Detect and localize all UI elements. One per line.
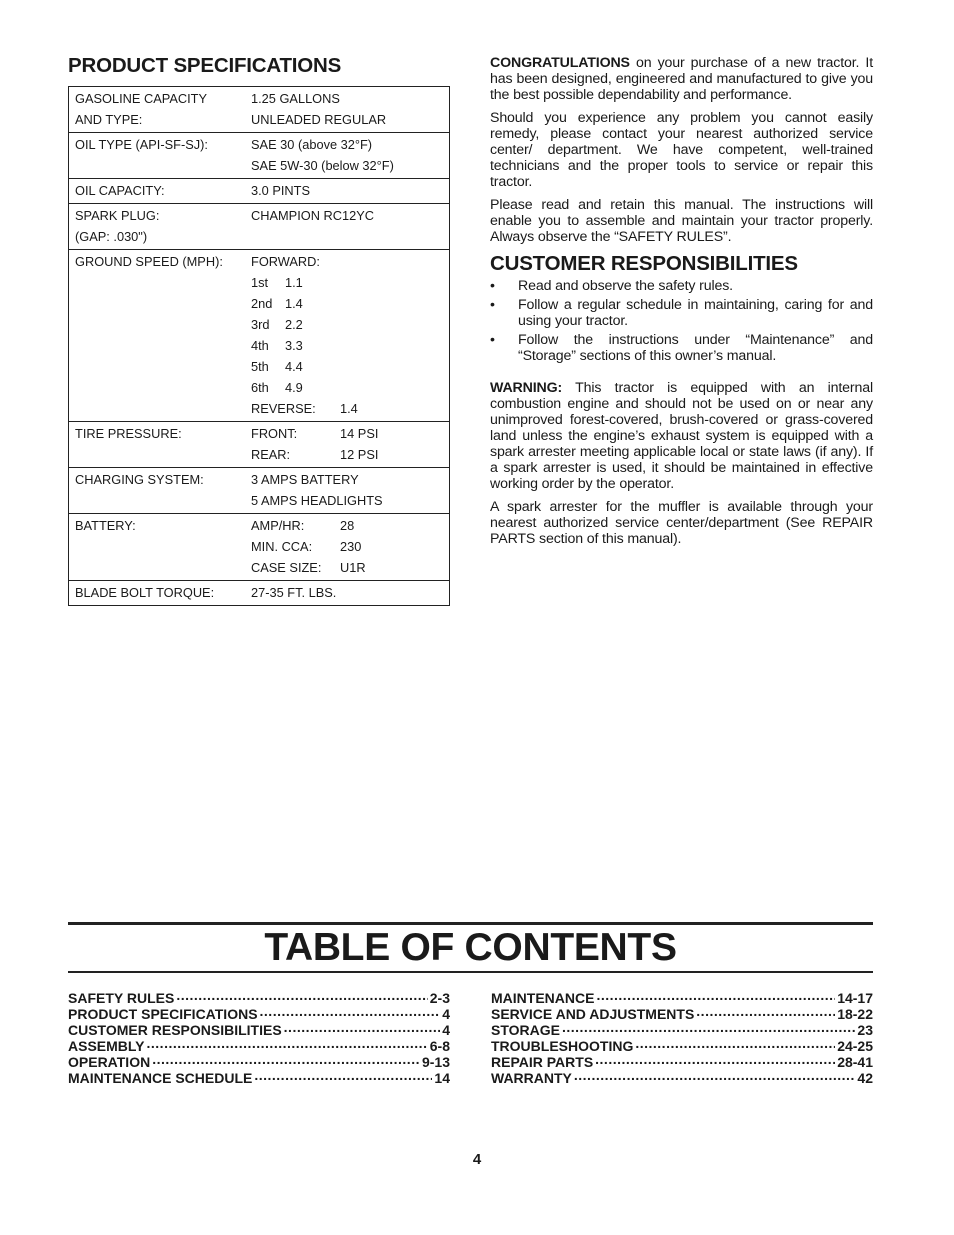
- spec-value: [251, 536, 361, 557]
- spec-value: SAE 30 (above 32°F): [251, 137, 373, 152]
- spec-line: [69, 582, 449, 603]
- bullet-dot: •: [490, 332, 495, 348]
- spec-value: [251, 515, 354, 536]
- spec-value: CHAMPION RC12YC: [251, 208, 375, 223]
- toc-entry: [68, 1019, 450, 1038]
- spec-value-number: 1.1: [285, 275, 303, 290]
- toc-entry-page: 14-17: [837, 990, 873, 1006]
- spec-value: 3.0 PINTS: [251, 183, 311, 198]
- spec-label: CHARGING SYSTEM:: [75, 472, 204, 487]
- spec-label: [69, 490, 251, 511]
- toc-entry-page: 9-13: [421, 1054, 450, 1070]
- spec-value: [251, 557, 366, 578]
- toc-entry: [68, 1051, 450, 1070]
- toc-entry: [68, 1003, 450, 1022]
- spec-label: [69, 293, 251, 314]
- spec-line: [69, 469, 449, 490]
- toc-entry-page: 42: [857, 1070, 873, 1086]
- spec-label: GROUND SPEED (MPH):: [75, 254, 223, 269]
- toc-entry: [68, 1067, 450, 1086]
- spec-label: [69, 377, 251, 398]
- toc-leader-dots: [635, 1035, 835, 1051]
- spec-label: [69, 557, 251, 578]
- spec-line: [69, 293, 449, 314]
- spec-value: SAE 5W-30 (below 32°F): [251, 158, 394, 173]
- spec-line: [69, 356, 449, 377]
- toc-entry-label: PRODUCT SPECIFICATIONS: [68, 1006, 258, 1022]
- customer-responsibilities-title: CUSTOMER RESPONSIBILITIES: [490, 252, 798, 275]
- warning-label: WARNING:: [490, 380, 563, 396]
- spec-value-number: 4.9: [285, 380, 303, 395]
- spec-group: [69, 421, 449, 467]
- toc-column-right: [491, 987, 873, 1086]
- spec-value: [251, 377, 303, 398]
- spec-label: [69, 444, 251, 465]
- service-paragraph: Should you experience any problem you cannot easily remedy, please contact your nearest authorized service center/ department. We have competent, well-trained technicians and the proper tools to service or repair this tractor.: [490, 110, 873, 190]
- spark-arrester-paragraph: A spark arrester for the muffler is available through your nearest authorized service center/department (See REPAIR PARTS section of this manual).: [490, 499, 873, 547]
- spec-label: OIL TYPE (API-SF-SJ):: [75, 137, 208, 152]
- customer-responsibility-item: [490, 332, 873, 364]
- spec-value-key: 1st: [251, 275, 269, 290]
- spec-value: [251, 314, 303, 335]
- spec-value-number: 2.2: [285, 317, 303, 332]
- spec-value-number: 14 PSI: [340, 426, 379, 441]
- toc-leader-dots: [147, 1035, 428, 1051]
- toc-entry: [491, 987, 873, 1006]
- toc-entry-label: ASSEMBLY: [68, 1038, 145, 1054]
- spec-label: OIL CAPACITY:: [75, 183, 165, 198]
- spec-line: [69, 88, 449, 109]
- spec-label: [69, 272, 251, 293]
- spec-value-number: 1.4: [285, 296, 303, 311]
- bullet-text: Read and observe the safety rules.: [518, 278, 733, 294]
- toc-entry: [491, 1051, 873, 1070]
- specifications-table: [68, 86, 450, 606]
- intro-column: [490, 55, 873, 554]
- spec-value-number: U1R: [340, 560, 366, 575]
- spec-group: [69, 467, 449, 513]
- spec-line: [69, 444, 449, 465]
- spec-line: [69, 155, 449, 176]
- spec-line: [69, 226, 449, 247]
- spec-value-number: 230: [340, 539, 362, 554]
- spec-label: BATTERY:: [75, 518, 136, 533]
- toc-title: TABLE OF CONTENTS: [264, 926, 677, 969]
- spec-label: SPARK PLUG:: [75, 208, 160, 223]
- bullet-dot: •: [490, 297, 495, 313]
- spec-value-key: 5th: [251, 359, 269, 374]
- spec-label: [69, 398, 251, 419]
- toc-entry-label: STORAGE: [491, 1022, 560, 1038]
- toc-entry-label: CUSTOMER RESPONSIBILITIES: [68, 1022, 282, 1038]
- spec-line: [69, 515, 449, 536]
- spec-line: [69, 134, 449, 155]
- warning-paragraph: [490, 380, 873, 492]
- spec-group: [69, 132, 449, 178]
- spec-line: [69, 180, 449, 201]
- spec-value: 27-35 FT. LBS.: [251, 585, 337, 600]
- toc-entry-page: 28-41: [837, 1054, 873, 1070]
- spec-value-key: MIN. CCA:: [251, 539, 313, 554]
- spec-value-key: 6th: [251, 380, 269, 395]
- toc-entry: [68, 987, 450, 1006]
- toc-entry-page: 6-8: [429, 1038, 450, 1054]
- spec-value-key: CASE SIZE:: [251, 560, 322, 575]
- toc-entry-page: 4: [442, 1006, 450, 1022]
- toc-entry: [491, 1003, 873, 1022]
- spec-line: [69, 557, 449, 578]
- manual-paragraph: Please read and retain this manual. The instructions will enable you to assemble and maintain your tractor properly. Always observe the “SAFETY RULES”.: [490, 197, 873, 245]
- spec-value: [251, 356, 303, 377]
- toc-leader-dots: [596, 987, 835, 1003]
- spec-label: BLADE BOLT TORQUE:: [75, 585, 215, 600]
- spec-value-number: 3.3: [285, 338, 303, 353]
- spec-value-key: AMP/HR:: [251, 518, 305, 533]
- toc-bottom-rule: [68, 971, 873, 973]
- spec-label: [69, 335, 251, 356]
- spec-group: [69, 203, 449, 249]
- spec-label: [69, 314, 251, 335]
- spec-value: 1.25 GALLONS: [251, 91, 340, 106]
- toc-entry-label: WARRANTY: [491, 1070, 572, 1086]
- spec-label: TIRE PRESSURE:: [75, 426, 182, 441]
- toc-leader-dots: [696, 1003, 835, 1019]
- bullet-dot: •: [490, 278, 495, 294]
- customer-responsibility-item: [490, 278, 873, 294]
- toc-leader-dots: [595, 1051, 835, 1067]
- toc-leader-dots: [574, 1067, 856, 1083]
- spec-value-number: 4.4: [285, 359, 303, 374]
- customer-responsibilities-list: [490, 278, 873, 364]
- spec-group: [69, 87, 449, 132]
- toc-entry-page: 14: [434, 1070, 450, 1086]
- toc-entry: [491, 1019, 873, 1038]
- spec-label: GASOLINE CAPACITY: [75, 91, 208, 106]
- spec-group: [69, 513, 449, 580]
- spec-label: AND TYPE:: [75, 112, 143, 127]
- spec-value: [251, 272, 303, 293]
- toc-entry-page: 23: [857, 1022, 873, 1038]
- spec-value-number: 28: [340, 518, 355, 533]
- spec-line: [69, 272, 449, 293]
- spec-label: [69, 356, 251, 377]
- spec-label: [69, 536, 251, 557]
- bullet-text: Follow a regular schedule in maintaining, caring for and using your tractor.: [518, 297, 873, 329]
- page-number: 4: [472, 1151, 482, 1168]
- spec-value: UNLEADED REGULAR: [251, 112, 387, 127]
- bullet-text: Follow the instructions under “Maintenance” and “Storage” sections of this owner’s manual.: [518, 332, 873, 364]
- spec-line: [69, 423, 449, 444]
- toc-entry-label: MAINTENANCE SCHEDULE: [68, 1070, 253, 1086]
- spec-value-key: REAR:: [251, 447, 291, 462]
- toc-entry-label: TROUBLESHOOTING: [491, 1038, 634, 1054]
- spec-value: 3 AMPS BATTERY: [251, 472, 359, 487]
- toc-entry: [491, 1035, 873, 1054]
- spec-label: (GAP: .030"): [75, 229, 148, 244]
- toc-column-left: [68, 987, 450, 1086]
- toc-entry-label: SAFETY RULES: [68, 990, 175, 1006]
- spec-value-number: 12 PSI: [340, 447, 379, 462]
- spec-line: [69, 377, 449, 398]
- spec-group: [69, 178, 449, 203]
- toc-leader-dots: [176, 987, 427, 1003]
- toc-leader-dots: [260, 1003, 441, 1019]
- toc-leader-dots: [152, 1051, 420, 1067]
- spec-group: [69, 249, 449, 421]
- spec-line: [69, 314, 449, 335]
- spec-group: [69, 580, 449, 605]
- toc-leader-dots: [284, 1019, 441, 1035]
- spec-value-key: 3rd: [251, 317, 270, 332]
- spec-line: [69, 109, 449, 130]
- spec-value-key: 4th: [251, 338, 269, 353]
- specifications-section: [68, 54, 450, 606]
- warning-text: This tractor is equipped with an internal combustion engine and should not be used on or near any unimproved forest-covered, brush-covered or grass-covered land unless the engine’s exhaust system is equipped with a spark arrester meeting applicable local or state laws (if any). If a spark arrester is used, it should be maintained in effective working order by the operator.: [490, 380, 873, 492]
- spec-value: [251, 423, 378, 444]
- toc-leader-dots: [254, 1067, 432, 1083]
- toc-entry-label: SERVICE AND ADJUSTMENTS: [491, 1006, 695, 1022]
- spec-value: [251, 398, 358, 419]
- congratulations-text: on your purchase of a new tractor. It has been designed, engineered and manufactured to give you the best possible dependability and performance.: [490, 55, 873, 103]
- congratulations-paragraph: [490, 55, 873, 103]
- spec-line: [69, 536, 449, 557]
- toc-entry-page: 24-25: [837, 1038, 873, 1054]
- toc-entry-page: 18-22: [837, 1006, 873, 1022]
- toc-entry-label: OPERATION: [68, 1054, 151, 1070]
- congratulations-lead: CONGRATULATIONS: [490, 55, 630, 71]
- toc-entry-page: 2-3: [429, 990, 450, 1006]
- spec-line: [69, 490, 449, 511]
- spec-value: [251, 335, 303, 356]
- spec-line: [69, 398, 449, 419]
- toc-entry: [68, 1035, 450, 1054]
- spec-value: [251, 444, 378, 465]
- spec-line: [69, 335, 449, 356]
- spec-value: 5 AMPS HEADLIGHTS: [251, 493, 383, 508]
- customer-responsibility-item: [490, 297, 873, 329]
- toc-entry-label: REPAIR PARTS: [491, 1054, 594, 1070]
- spec-line: [69, 251, 449, 272]
- spec-value: FORWARD:: [251, 254, 320, 269]
- spec-value-key: 2nd: [251, 296, 273, 311]
- specifications-title: PRODUCT SPECIFICATIONS: [68, 54, 342, 77]
- spec-value: [251, 293, 303, 314]
- spec-value-number: 1.4: [340, 401, 358, 416]
- spec-line: [69, 205, 449, 226]
- toc-entry-page: 4: [442, 1022, 450, 1038]
- toc-leader-dots: [562, 1019, 855, 1035]
- spec-label: [69, 155, 251, 176]
- toc-entry: [491, 1067, 873, 1086]
- spec-value-key: REVERSE:: [251, 401, 316, 416]
- toc-entry-label: MAINTENANCE: [491, 990, 595, 1006]
- spec-value-key: FRONT:: [251, 426, 298, 441]
